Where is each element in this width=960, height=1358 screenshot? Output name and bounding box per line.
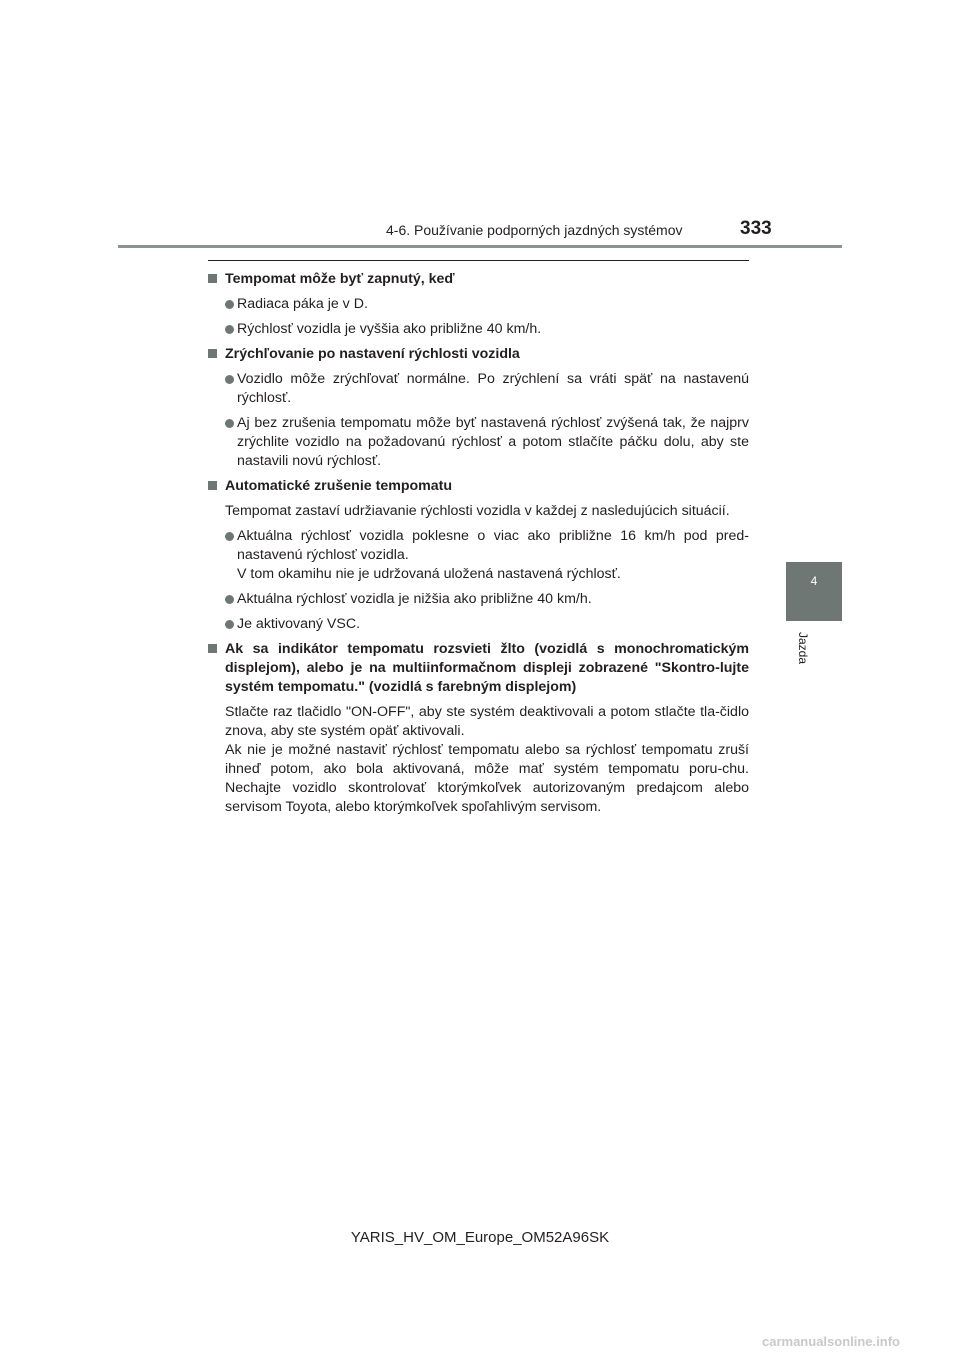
list-item-text: Vozidlo môže zrýchľovať normálne. Po zrýchlení sa vráti späť na nastavenú rýchlosť. [237,371,749,406]
section-body [208,703,749,817]
page-number: 333 [740,218,772,239]
section-heading [208,270,749,289]
list-item-text: Aj bez zrušenia tempomatu môže byť nastavená rýchlosť zvýšená tak, že najprv zrýchlite vozidlo na požadovanú rýchlosť a potom stlačíte páčku dolu, aby ste nastavili novú rýchlosť. [237,415,749,469]
list-item [208,615,749,634]
footer-code: YARIS_HV_OM_Europe_OM52A96SK [350,1229,610,1246]
section-heading [208,345,749,364]
list-item [208,295,749,314]
section-heading-text: Tempomat môže byť zapnutý, keď [225,271,455,287]
square-bullet-icon [208,644,217,653]
list-item [208,414,749,471]
main-content [208,270,749,823]
list-item [208,590,749,609]
chapter-tab-label-text: Jazda [796,632,810,665]
section-rule [208,260,749,261]
square-bullet-icon [208,349,217,358]
list-item-text: Aktuálna rýchlosť vozidla poklesne o viac ako približne 16 km/h pod pred-nastavenú rýchlosť vozidla. [237,528,749,563]
round-bullet-icon [225,375,234,384]
section-body-text: Ak nie je možné nastaviť rýchlosť tempomatu alebo sa rýchlosť tempomatu zruší ihneď potom, ako bola aktivovaná, môže mať systém tempomatu poru-chu. Nechajte vozidlo skontrolovať ktorýmkoľvek autorizovaným predajcom alebo servisom Toyota, alebo ktorýmkoľvek spoľahlivým servisom. [225,742,749,815]
chapter-tab-label [786,632,842,672]
round-bullet-icon [225,325,234,334]
square-bullet-icon [208,481,217,490]
section-body-text: Stlačte raz tlačidlo "ON-OFF", aby ste systém deaktivovali a potom stlačte tla-čidlo znova, aby ste systém opäť aktivovali. [225,704,749,739]
section-heading-text: Automatické zrušenie tempomatu [225,478,453,494]
chapter-tab-number: 4 [810,574,818,588]
section-heading [208,640,749,697]
list-item-text: Rýchlosť vozidla je vyššia ako približne 40 km/h. [237,321,542,337]
header-rule [118,245,842,248]
header-title: 4-6. Používanie podporných jazdných systémov [386,222,683,238]
list-item [208,527,749,584]
list-item [208,370,749,408]
section-heading [208,477,749,496]
list-item-text: Aktuálna rýchlosť vozidla je nižšia ako približne 40 km/h. [237,591,592,607]
watermark: carmanualsonline.info [762,1334,900,1349]
list-item [208,320,749,339]
round-bullet-icon [225,300,234,309]
chapter-tab [786,562,842,621]
section-intro: Tempomat zastaví udržiavanie rýchlosti vozidla v každej z nasledujúcich situácií. [225,503,730,519]
section-heading-text: Zrýchľovanie po nastavení rýchlosti vozidla [225,346,520,362]
round-bullet-icon [225,595,234,604]
list-item-note: V tom okamihu nie je udržovaná uložená nastavená rýchlosť. [237,566,621,582]
square-bullet-icon [208,274,217,283]
list-item-text: Radiaca páka je v D. [237,296,368,312]
round-bullet-icon [225,419,234,428]
round-bullet-icon [225,620,234,629]
section-heading-text: Ak sa indikátor tempomatu rozsvieti žlto (vozidlá s monochromatickým displejom), alebo je na multiinformačnom displeji zobrazené "Skontro-lujte systém tempomatu." (vozidlá s farebným displejom) [225,641,749,695]
round-bullet-icon [225,532,234,541]
list-item-text: Je aktivovaný VSC. [237,616,361,632]
